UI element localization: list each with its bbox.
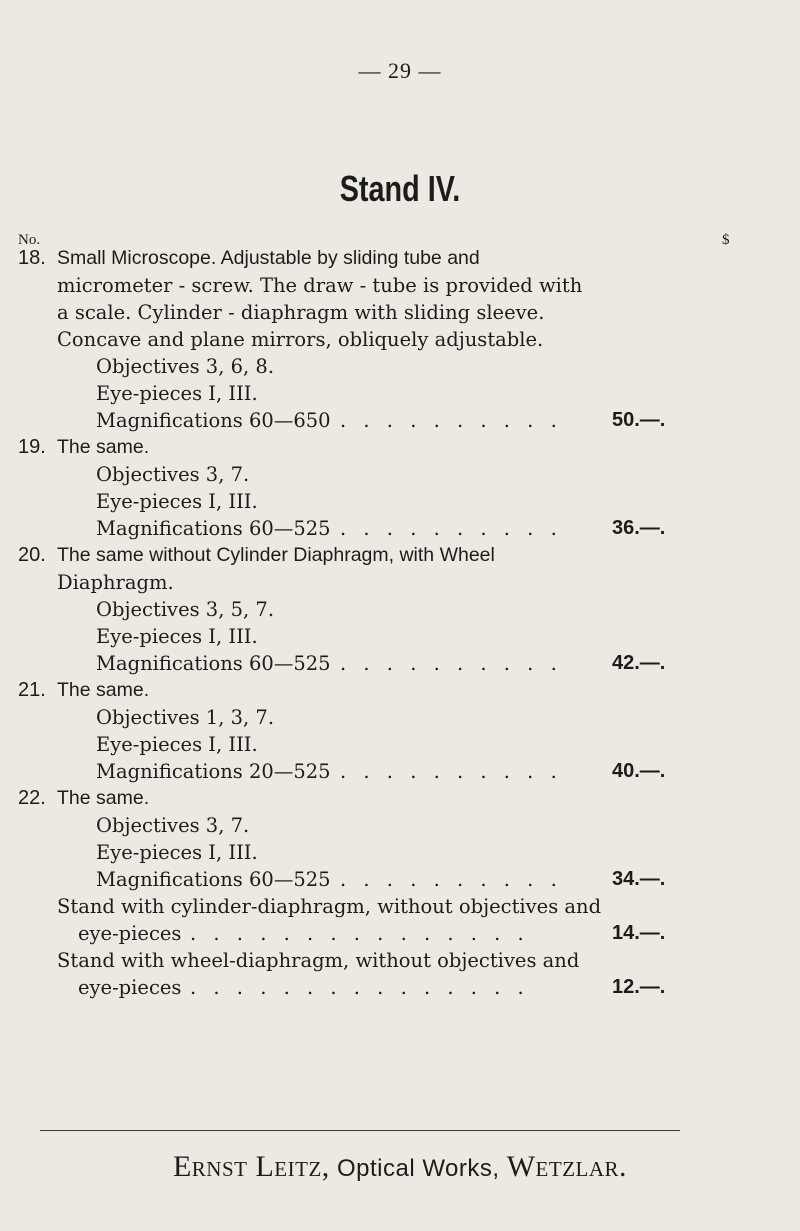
column-header-no: No. bbox=[18, 232, 41, 248]
dot-leader: . . . . . . . . . . . . . . . bbox=[190, 976, 530, 999]
magnifications: Magnifications 20—525 bbox=[96, 760, 331, 783]
extra-description: Stand with cylinder-diaphragm, without objectives and bbox=[57, 895, 602, 918]
price: 34.—. bbox=[612, 868, 666, 890]
entry-20-line-1 bbox=[0, 542, 800, 569]
objectives: Objectives 3, 6, 8. bbox=[96, 355, 275, 378]
dot-leader: . . . . . . . . . . bbox=[340, 652, 563, 675]
extra-description: eye-pieces bbox=[78, 976, 182, 999]
entry-20-eyepieces bbox=[0, 623, 800, 650]
eyepieces: Eye-pieces I, III. bbox=[96, 733, 258, 756]
entry-description: The same. bbox=[57, 787, 150, 809]
price: 36.—. bbox=[612, 517, 666, 539]
entry-22-eyepieces bbox=[0, 839, 800, 866]
dot-leader: . . . . . . . . . . . . . . . bbox=[190, 922, 530, 945]
objectives: Objectives 3, 7. bbox=[96, 814, 250, 837]
column-header-price: $ bbox=[722, 232, 730, 248]
price: 14.—. bbox=[612, 922, 666, 944]
entry-22-line-1 bbox=[0, 785, 800, 812]
entry-22-magnifications bbox=[0, 866, 800, 893]
company-city: Wetzlar. bbox=[506, 1150, 628, 1183]
entry-18-magnifications bbox=[0, 407, 800, 434]
objectives: Objectives 1, 3, 7. bbox=[96, 706, 275, 729]
entry-18-line-3 bbox=[0, 299, 800, 326]
entry-description: micrometer - screw. The draw - tube is provided with bbox=[57, 274, 583, 297]
objectives: Objectives 3, 7. bbox=[96, 463, 250, 486]
eyepieces: Eye-pieces I, III. bbox=[96, 490, 258, 513]
entry-22-objectives bbox=[0, 812, 800, 839]
extra-description: Stand with wheel-diaphragm, without objectives and bbox=[57, 949, 580, 972]
entry-21-line-1 bbox=[0, 677, 800, 704]
entry-number: 21. bbox=[18, 679, 46, 701]
entry-21-eyepieces bbox=[0, 731, 800, 758]
entry-description: The same. bbox=[57, 436, 150, 458]
footer-imprint bbox=[0, 1150, 800, 1184]
entry-number: 18. bbox=[18, 247, 46, 269]
footer-divider bbox=[40, 1130, 680, 1131]
entry-21-objectives bbox=[0, 704, 800, 731]
dot-leader: . . . . . . . . . . bbox=[340, 868, 563, 891]
price: 40.—. bbox=[612, 760, 666, 782]
entry-18-objectives bbox=[0, 353, 800, 380]
extra-1-line-1 bbox=[0, 893, 800, 920]
extra-1-line-2 bbox=[0, 920, 800, 947]
entry-21-magnifications bbox=[0, 758, 800, 785]
company-name: Ernst Leitz, bbox=[172, 1150, 330, 1183]
entry-18-line-2 bbox=[0, 272, 800, 299]
entry-18-line-1 bbox=[0, 245, 800, 272]
entry-20-objectives bbox=[0, 596, 800, 623]
entry-20-line-2 bbox=[0, 569, 800, 596]
price: 12.—. bbox=[612, 976, 666, 998]
entry-18-eyepieces bbox=[0, 380, 800, 407]
extra-2-line-2 bbox=[0, 974, 800, 1001]
entry-number: 19. bbox=[18, 436, 46, 458]
entry-19-eyepieces bbox=[0, 488, 800, 515]
entry-description: The same. bbox=[57, 679, 150, 701]
price: 42.—. bbox=[612, 652, 666, 674]
magnifications: Magnifications 60—525 bbox=[96, 517, 331, 540]
page-title: Stand IV. bbox=[339, 168, 461, 209]
entry-description: a scale. Cylinder - diaphragm with sliding sleeve. bbox=[57, 301, 545, 324]
page-number: — 29 — bbox=[358, 58, 442, 83]
entry-19-objectives bbox=[0, 461, 800, 488]
entry-18-line-4 bbox=[0, 326, 800, 353]
magnifications: Magnifications 60—525 bbox=[96, 868, 331, 891]
entry-description: Concave and plane mirrors, obliquely adjustable. bbox=[57, 328, 544, 351]
magnifications: Magnifications 60—525 bbox=[96, 652, 331, 675]
eyepieces: Eye-pieces I, III. bbox=[96, 625, 258, 648]
eyepieces: Eye-pieces I, III. bbox=[96, 382, 258, 405]
entry-number: 22. bbox=[18, 787, 46, 809]
extra-2-line-1 bbox=[0, 947, 800, 974]
magnifications: Magnifications 60—650 bbox=[96, 409, 331, 432]
dot-leader: . . . . . . . . . . bbox=[340, 760, 563, 783]
entry-19-line-1 bbox=[0, 434, 800, 461]
extra-description: eye-pieces bbox=[78, 922, 182, 945]
price: 50.—. bbox=[612, 409, 666, 431]
entry-description: The same without Cylinder Diaphragm, with Wheel bbox=[57, 544, 495, 566]
entry-20-magnifications bbox=[0, 650, 800, 677]
company-tagline: Optical Works, bbox=[336, 1155, 500, 1182]
eyepieces: Eye-pieces I, III. bbox=[96, 841, 258, 864]
entry-19-magnifications bbox=[0, 515, 800, 542]
entry-description: Diaphragm. bbox=[57, 571, 174, 594]
entry-description: Small Microscope. Adjustable by sliding tube and bbox=[57, 247, 480, 269]
objectives: Objectives 3, 5, 7. bbox=[96, 598, 275, 621]
dot-leader: . . . . . . . . . . bbox=[340, 409, 563, 432]
entry-number: 20. bbox=[18, 544, 46, 566]
dot-leader: . . . . . . . . . . bbox=[340, 517, 563, 540]
